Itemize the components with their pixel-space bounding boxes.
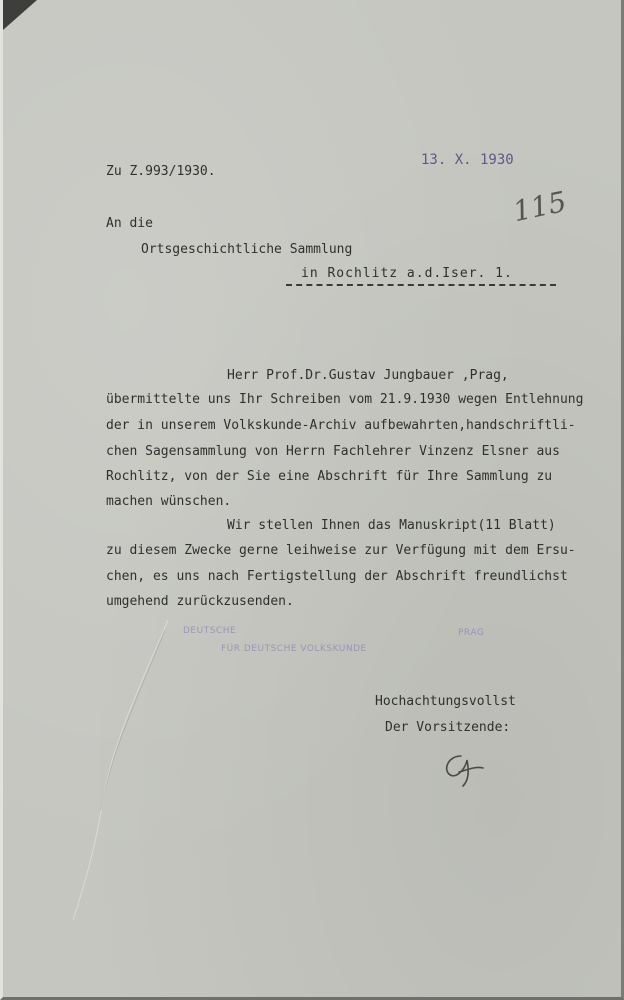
body-line-5: Rochlitz, von der Sie eine Abschrift für Ihre Sammlung zu <box>106 469 553 484</box>
closing-signatory: Der Vorsitzende: <box>385 720 511 735</box>
body-line-7: Wir stellen Ihnen das Manuskript(11 Blatt) <box>227 518 556 533</box>
paper-crease <box>73 620 173 920</box>
body-line-4: chen Sagensammlung von Herrn Fachlehrer Vinzenz Elsner aus <box>106 444 560 459</box>
recipient-line-1: An die <box>106 216 153 231</box>
institution-stamp-line-1: DEUTSCHE <box>183 626 237 636</box>
body-line-2: übermittelte uns Ihr Schreiben vom 21.9.1930 wegen Entlehnung <box>106 392 584 407</box>
folio-number: 115 <box>510 184 570 229</box>
body-line-10: umgehend zurückzusenden. <box>106 594 294 609</box>
institution-stamp-line-2: FÜR DEUTSCHE VOLKSKUNDE <box>221 644 367 654</box>
body-line-1: Herr Prof.Dr.Gustav Jungbauer ,Prag, <box>227 368 509 383</box>
reference-number: Zu Z.993/1930. <box>106 164 216 179</box>
address-underline <box>286 284 556 286</box>
body-line-6: machen wünschen. <box>106 494 232 509</box>
body-line-8: zu diesem Zwecke gerne leihweise zur Verfügung mit dem Ersu- <box>106 543 576 558</box>
paper-corner <box>3 0 37 30</box>
institution-stamp-line-3: PRAG <box>458 628 485 638</box>
recipient-line-2: Ortsgeschichtliche Sammlung <box>141 242 353 257</box>
recipient-line-3: in Rochlitz a.d.Iser. 1. <box>301 266 513 281</box>
handwritten-signature <box>439 748 491 788</box>
date-stamp: 13. X. 1930 <box>421 152 514 168</box>
body-line-3: der in unserem Volkskunde-Archiv aufbewahrten,handschriftli- <box>106 418 576 433</box>
body-line-9: chen, es uns nach Fertigstellung der Abschrift freundlichst <box>106 569 568 584</box>
closing-salutation: Hochachtungsvollst <box>375 694 516 709</box>
